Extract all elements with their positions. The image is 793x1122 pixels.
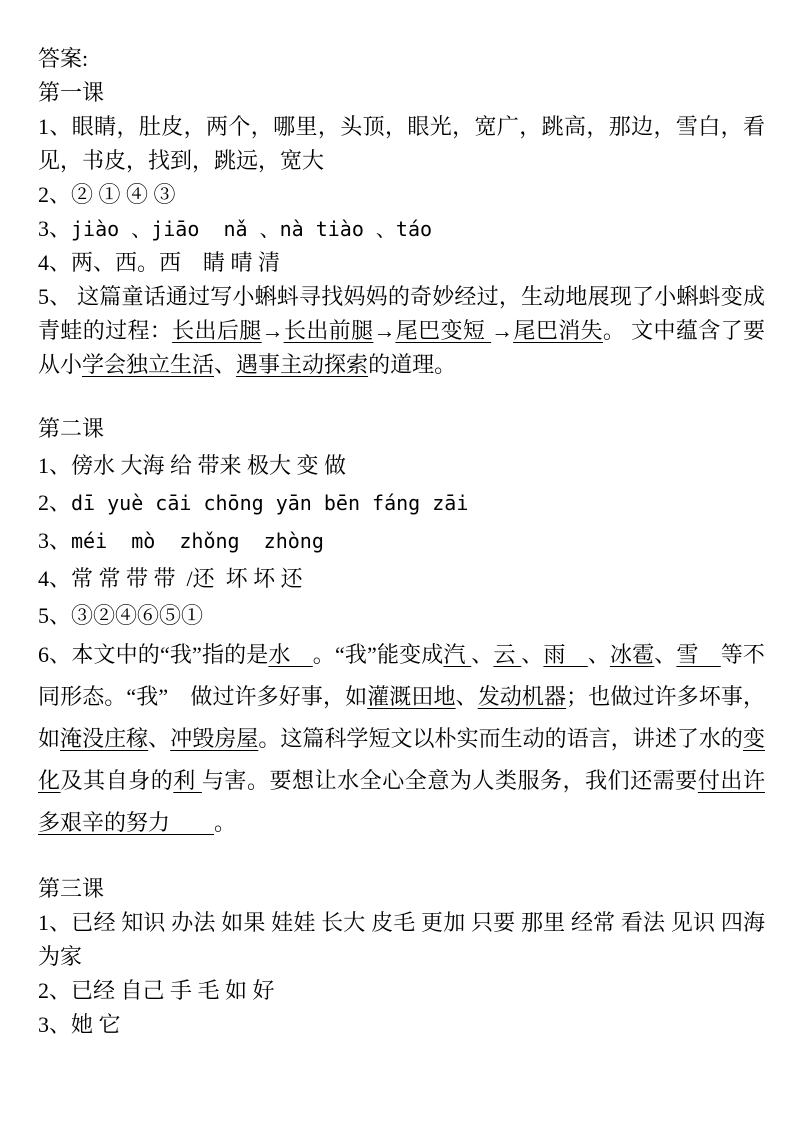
underlined-answer: 长出后腿 (172, 318, 262, 343)
answer-paragraph (38, 178, 765, 212)
underlined-answer: 冲毁房屋 (170, 726, 259, 751)
text-segment: 、 (471, 642, 494, 667)
lesson-section (38, 410, 765, 844)
answer-paragraph (38, 212, 765, 246)
underlined-answer: 遇事主动探索 (236, 352, 369, 377)
section-heading: 第二课 (38, 416, 105, 441)
text-segment: 2、 (38, 490, 72, 515)
answer-paragraph (38, 522, 765, 560)
underlined-answer: 学会独立生活 (82, 352, 215, 377)
section-heading: 第一课 (38, 80, 105, 105)
underlined-answer: 变化 (38, 726, 765, 793)
answer-paragraph (38, 246, 765, 280)
answer-paragraph (38, 1008, 765, 1042)
text-segment: 4、常 常 带 带 /还 坏 坏 还 (38, 566, 303, 591)
text-segment: jiào 、jiāo nǎ 、nà tiào 、táo (71, 217, 433, 241)
page-title: 答案: (38, 46, 89, 71)
answer-paragraph (38, 447, 765, 484)
underlined-answer: 淹没庄稼 (60, 726, 149, 751)
text-segment: ；也做过许多坏事，如 (38, 684, 765, 751)
text-segment: 。 文中蕴含了要从小 (38, 318, 765, 377)
underlined-answer: 冰雹 (609, 642, 655, 667)
text-segment: 、 (148, 726, 171, 751)
text-segment: 1、傍水 大海 给 带来 极大 变 做 (38, 453, 347, 478)
underlined-answer: 长出前腿 (283, 318, 374, 343)
underlined-answer: 利 (173, 768, 202, 793)
text-segment: 、 (521, 642, 544, 667)
answer-paragraph (38, 906, 765, 974)
text-segment: 。 (214, 810, 237, 835)
answer-paragraph (38, 560, 765, 597)
text-segment: 与害。要想让水全心全意为人类服务，我们还需要 (201, 768, 698, 793)
answer-paragraph (38, 634, 765, 844)
text-segment: 。这篇科学短文以朴实而生动的语言，讲述了水的 (258, 726, 743, 751)
text-segment: 等不同形态。“我” 做过许多好事，如 (38, 642, 765, 709)
text-segment: 2、已经 自己 手 毛 如 好 (38, 978, 275, 1003)
answer-lines (38, 447, 765, 844)
text-segment: 6、本文中的“我”指的是 (38, 642, 269, 667)
underlined-answer: 汽 (443, 642, 472, 667)
text-segment: 。“我”能变成 (312, 642, 444, 667)
underlined-answer: 雨 (543, 642, 588, 667)
underlined-answer: 灌溉田地 (367, 684, 456, 709)
answer-paragraph (38, 110, 765, 178)
lesson-section (38, 76, 765, 382)
underlined-answer: 云 (493, 642, 522, 667)
answer-paragraph (38, 280, 765, 382)
text-segment: 3、 (38, 216, 72, 241)
text-segment: 、 (587, 642, 610, 667)
underlined-answer: 雪 (676, 642, 721, 667)
underlined-answer: 水 (268, 642, 313, 667)
lesson-section (38, 872, 765, 1042)
underlined-answer: 发动机器 (477, 684, 567, 709)
text-segment: → (373, 318, 396, 343)
text-segment: 5、 这篇童话通过写小蝌蚪寻找妈妈的奇妙经过，生动地展现了小蝌蚪变成青蛙的过程： (38, 284, 765, 343)
text-segment: 1、眼睛，肚皮，两个，哪里，头顶，眼光，宽广，跳高，那边，雪白，看见，书皮，找到，跳远，宽大 (38, 114, 765, 173)
text-segment: → (261, 318, 284, 343)
answer-lines (38, 906, 765, 1042)
text-segment: dī yuè cāi chōng yān bēn fáng zāi (71, 491, 469, 515)
text-segment: → (491, 318, 514, 343)
text-segment: méi mò zhǒng zhòng (71, 529, 324, 553)
text-segment: 3、 (38, 528, 72, 553)
underlined-answer: 尾巴变短 (395, 318, 492, 343)
text-segment: 3、她 它 (38, 1012, 121, 1037)
text-segment: 2、② ① ④ ③ (38, 182, 176, 207)
underlined-answer: 尾巴消失 (513, 318, 603, 343)
answer-paragraph (38, 597, 765, 634)
text-segment: 、 (214, 352, 237, 377)
text-segment: 、 (654, 642, 677, 667)
text-segment: 的道理。 (368, 352, 457, 377)
answer-paragraph (38, 484, 765, 522)
text-segment: 5、③②④⑥⑤① (38, 603, 204, 628)
underlined-answer: 付出许多艰辛的努力 (38, 768, 765, 835)
text-segment: 及其自身的 (60, 768, 174, 793)
text-segment: 1、已经 知识 办法 如果 娃娃 长大 皮毛 更加 只要 那里 经常 看法 见识 四海为家 (38, 910, 765, 969)
answer-paragraph (38, 974, 765, 1008)
sections-container (38, 76, 765, 1042)
section-heading: 第三课 (38, 876, 105, 901)
answer-lines (38, 110, 765, 382)
text-segment: 、 (455, 684, 478, 709)
text-segment: 4、两、西。西 睛 晴 清 (38, 250, 281, 275)
